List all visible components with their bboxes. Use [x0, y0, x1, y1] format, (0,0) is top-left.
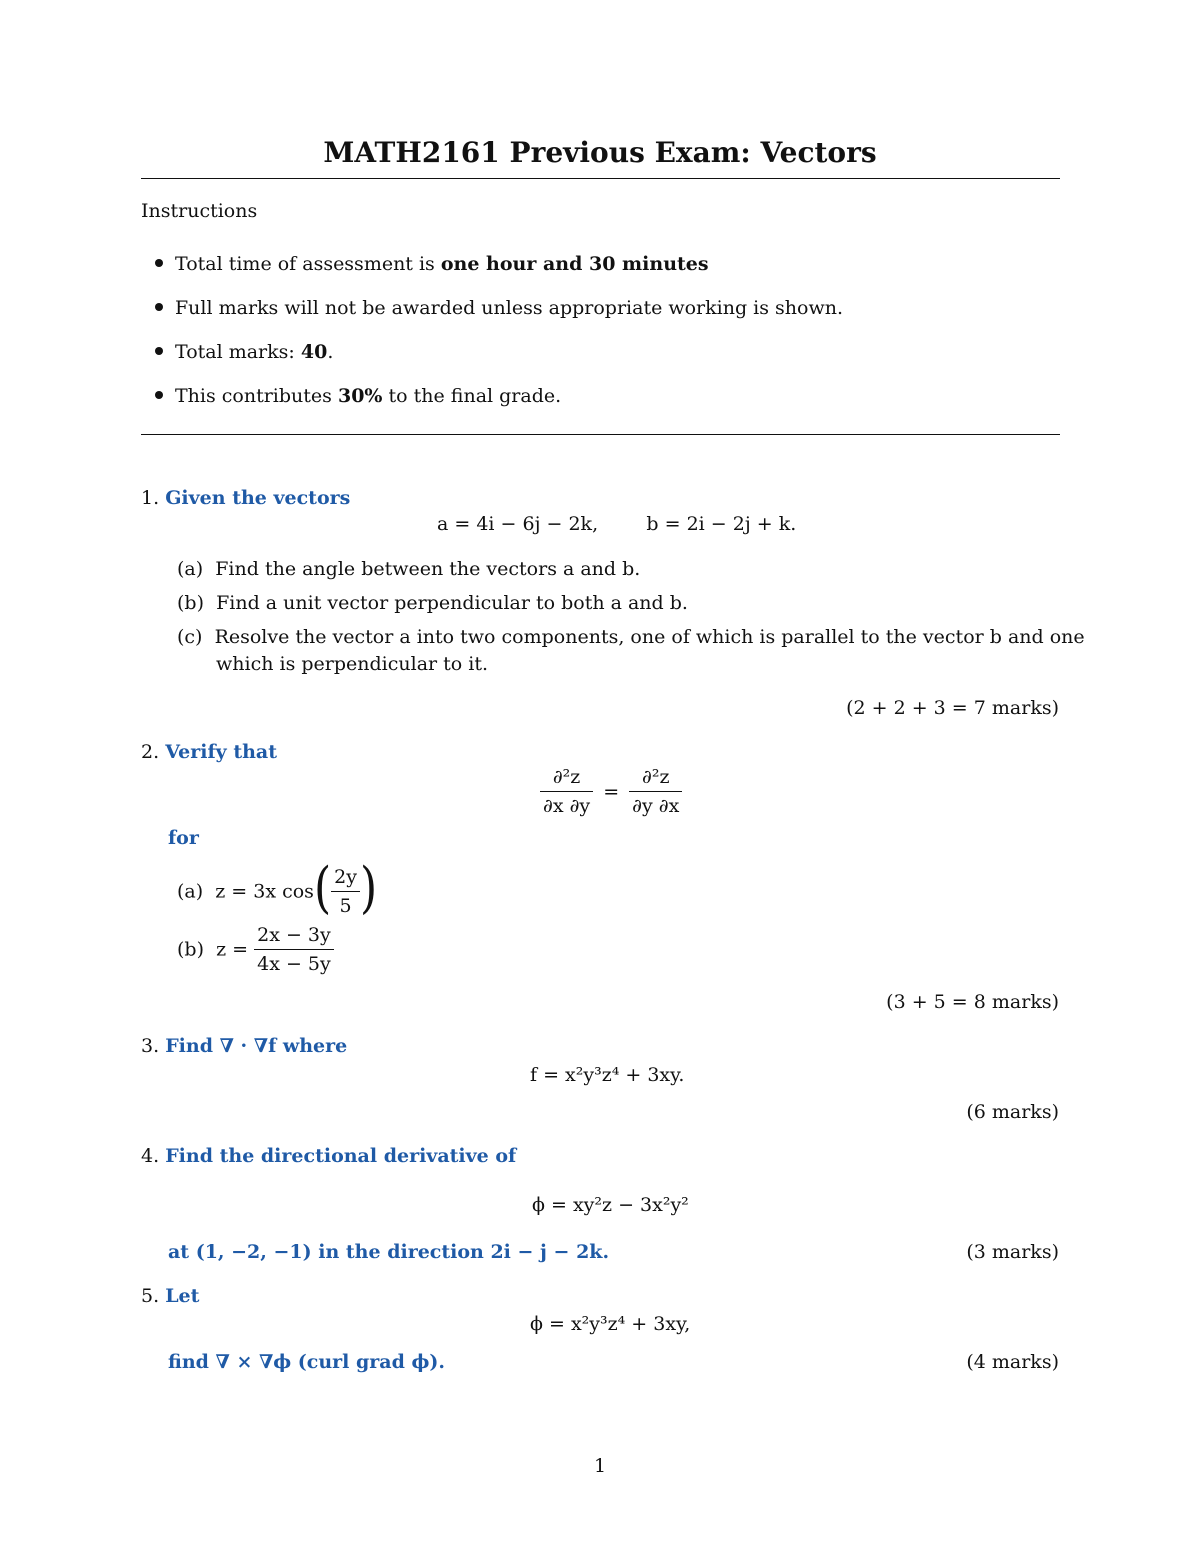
question-3-header: 3. Find ∇ · ∇f where: [141, 1035, 348, 1057]
question-5-task: find ∇ × ∇ϕ (curl grad ϕ).: [168, 1351, 446, 1373]
question-2-marks: (3 + 5 = 8 marks): [886, 991, 1059, 1013]
question-1-equation: a = 4i − 6j − 2k, b = 2i − 2j + k.: [437, 513, 797, 535]
question-4-marks: (3 marks): [966, 1241, 1059, 1263]
question-4-direction: at (1, −2, −1) in the direction 2i − j − 2k.: [168, 1241, 610, 1263]
question-1-header: 1. Given the vectors: [141, 487, 351, 509]
divider: [141, 434, 1060, 435]
question-1-part-a: (a) Find the angle between the vectors a and b.: [177, 558, 641, 580]
bullet-icon: [155, 259, 163, 267]
page-title: MATH2161 Previous Exam: Vectors: [323, 136, 877, 169]
question-4-header: 4. Find the directional derivative of: [141, 1145, 517, 1167]
question-3-marks: (6 marks): [966, 1101, 1059, 1123]
question-1-part-b: (b) Find a unit vector perpendicular to both a and b.: [177, 592, 688, 614]
instruction-item: Total time of assessment is one hour and 30 minutes: [155, 253, 709, 275]
question-3-equation: f = x²y³z⁴ + 3xy.: [530, 1064, 685, 1086]
question-2-equation: $\frac{\text{∂²z}}{\partial x \partial y}$ = $\frac{\text{∂²z}}{\partial y \partial x}$: [540, 763, 682, 820]
divider: [141, 178, 1060, 179]
question-2-part-a: (a) z = 3x cos( $\frac{2y}{5}$ ): [177, 856, 378, 920]
question-4-equation: ϕ = xy²z − 3x²y²: [532, 1194, 689, 1216]
instruction-item: Total marks: 40.: [155, 341, 333, 363]
instruction-item: This contributes 30% to the final grade.: [155, 385, 561, 407]
instruction-item: Full marks will not be awarded unless appropriate working is shown.: [155, 297, 843, 319]
instructions-heading: Instructions: [141, 200, 258, 222]
question-5-equation: ϕ = x²y³z⁴ + 3xy,: [530, 1313, 691, 1335]
question-1-part-c-continued: which is perpendicular to it.: [216, 653, 489, 675]
question-2-header: 2. Verify that: [141, 741, 278, 763]
bullet-icon: [155, 303, 163, 311]
question-1-part-c: (c) Resolve the vector a into two components, one of which is parallel to the vector b and one: [177, 626, 1085, 648]
question-2-part-b: (b) z = $\frac{2x - 3y}{4x - 5y}$: [177, 921, 334, 978]
question-1-marks: (2 + 2 + 3 = 7 marks): [846, 697, 1059, 719]
bullet-icon: [155, 391, 163, 399]
page-number: 1: [593, 1455, 607, 1477]
question-2-for: for: [168, 827, 199, 849]
question-5-header: 5. Let: [141, 1285, 200, 1307]
question-5-marks: (4 marks): [966, 1351, 1059, 1373]
bullet-icon: [155, 347, 163, 355]
